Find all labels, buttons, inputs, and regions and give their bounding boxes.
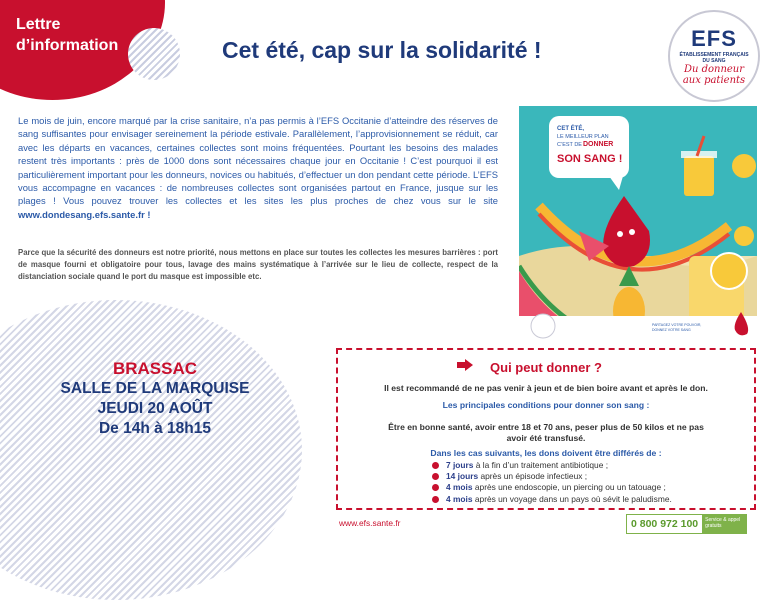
efs-logo — [668, 10, 760, 102]
poster-bubble-3: C’EST DE — [557, 142, 582, 148]
list-item — [432, 471, 672, 482]
poster-footer-note-1: PARTAGEZ VOTRE POUVOIR, — [652, 323, 702, 327]
deferral-reason: après un épisode infectieux ; — [478, 471, 588, 482]
event-date: JEUDI 20 AOÛT — [97, 400, 213, 417]
deferral-reason: à la fin d’un traitement antibiotique ; — [473, 460, 609, 470]
poster-bubble-1: CET ÉTÉ, — [557, 126, 585, 132]
efs-website-link[interactable]: www.efs.sante.fr — [339, 518, 401, 528]
poster-footer-note-2: DONNEZ VOTRE SANG — [652, 328, 691, 332]
event-info — [40, 358, 270, 439]
deferral-reason: après un voyage dans un pays où sévit le paludisme. — [472, 493, 672, 504]
deferral-list — [432, 460, 672, 505]
poster-bubble-2: LE MEILLEUR PLAN — [557, 134, 609, 140]
summer-poster — [519, 106, 757, 339]
safety-paragraph: Parce que la sécurité des donneurs est notre priorité, nous mettons en place sur toutes les collectes les mesures barrières : port de masque fourni et obligatoire pour tous, lavage des mains systématique à l’arrivée sur le lieu de collecte, respect de la distanciation sociale quand le port du masque est impossible etc. — [18, 248, 498, 281]
phone-tag-1: Service & appel — [705, 517, 741, 523]
badge-line-2: d’information — [16, 37, 119, 54]
phone-number: 0 800 972 100 — [631, 518, 699, 530]
poster-bubble-4: DONNER — [583, 141, 614, 148]
phone-tag — [702, 515, 746, 533]
donor-title: Qui peut donner ? — [490, 360, 602, 375]
poster-illustration — [519, 106, 757, 339]
list-item — [432, 460, 672, 471]
phone-tag-2: gratuits — [705, 523, 722, 529]
logo-tagline-1: Du donneur — [683, 64, 745, 75]
badge-line-1: Lettre — [16, 16, 61, 33]
donor-recommendation: Il est recommandé de ne pas venir à jeun et de bien boire avant et après le don. — [384, 383, 708, 393]
logo-subtitle: ÉTABLISSEMENT FRANÇAIS DU SANG — [679, 52, 749, 64]
intro-paragraph — [18, 114, 498, 221]
deferral-duration: 4 mois — [446, 482, 473, 493]
phone-number-badge[interactable] — [626, 514, 747, 534]
deferral-reason: après une endoscopie, un piercing ou un tatouage ; — [472, 482, 666, 493]
intro-text: Le mois de juin, encore marqué par la crise sanitaire, n’a pas permis à l’EFS Occitanie d’atteindre des réserves de sang suffisantes pour envisager sereinement la période estivale. Parallèlement, l’approvisionnement se réduit, car avec les départs en vacances, certaines collectes sont moins fréquentées. Pourtant les besoins des malades restent très importants : près de 1000 dons sont nécessaires chaque jour en Occitanie ! C’est pourquoi il est particulièrement important pour les donneurs, novices ou habitués, d’effectuer un don pendant cette période. L’EFS vous accompagne en vacances : de nombreuses collectes sont organisées partout en France, jusque sur les plages ! Vous pouvez trouver les collectes et les sites les plus proches de chez vous sur le site — [18, 115, 498, 207]
event-hours: De 14h à 18h15 — [98, 420, 211, 437]
list-item — [432, 482, 672, 493]
logo-tagline-2: aux patients — [682, 75, 746, 86]
list-item — [432, 494, 672, 505]
deferral-duration: 7 jours — [446, 460, 474, 470]
donation-site-link[interactable]: www.dondesang.efs.sante.fr ! — [18, 208, 151, 220]
donor-eligibility-box — [336, 348, 756, 510]
page-title: Cet été, cap sur la solidarité ! — [222, 37, 542, 63]
conditions-title: Les principales conditions pour donner son sang : — [442, 400, 650, 410]
corner-hatch-circle — [128, 28, 180, 80]
deferral-title: Dans les cas suivants, les dons doivent être différés de : — [430, 448, 662, 458]
newsletter-badge — [16, 14, 118, 56]
logo-name: EFS — [691, 26, 737, 51]
deferral-duration: 4 mois — [446, 493, 473, 504]
event-background-circle — [0, 300, 302, 600]
poster-bubble-5: SON SANG ! — [557, 153, 623, 165]
logo-tagline — [670, 64, 758, 86]
deferral-duration: 14 jours — [446, 471, 479, 482]
event-city: BRASSAC — [112, 359, 198, 378]
conditions-text: Être en bonne santé, avoir entre 18 et 70 ans, peser plus de 50 kilos et ne pas avoir été transfusé. — [388, 422, 704, 443]
event-venue: SALLE DE LA MARQUISE — [60, 380, 250, 397]
